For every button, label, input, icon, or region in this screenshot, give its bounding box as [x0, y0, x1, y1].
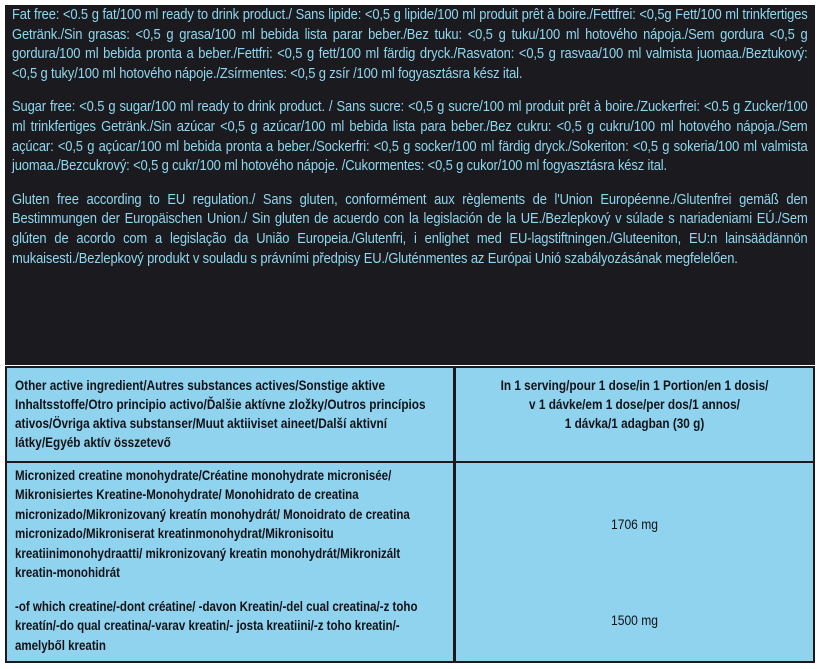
fat-free-paragraph: Fat free: <0.5 g fat/100 ml ready to drink product./ Sans lipide: <0,5 g lipide/100 ml produit prêt à boire./Fettfrei: <0,5g Fett/100 ml trinkfertiges Getränk./Sin grasas: <0,5 g grasa/100 ml bebida lista parar beber./Bez tuku: <0,5 g tuku/100 ml hotového nápoja./Sem gordura <0,5 g gordura/100 ml bebida pronta a beber./Fettfri: <0,5 g fett/100 ml färdig dryck./Rasvaton: <0,5 g rasvaa/100 ml valmista juomaa./Beztukový: <0,5 g tuky/100 ml hotového nápoje./Zsírmentes: <0,5 g zsír /100 ml fogyasztásra kész ital.: [12, 7, 808, 82]
header-ingredient-label: Other active ingredient/Autres substances actives/Sonstige aktive Inhaltsstoffe/Otro principio activo/Ďalšie aktívne zložky/Outros princípios ativos/Övriga aktiva substanser/Muut aktiiviset aineet/Další aktivní látky/Egyéb aktív összetevő: [15, 378, 426, 450]
header-ingredient-cell: [7, 368, 453, 461]
serving-line-1: In 1 serving/pour 1 dose/in 1 Portion/en 1 dosis/: [500, 378, 769, 393]
creatine-content-label: -of which creatine/-dont créatine/ -davon Kreatin/-del cual creatina/-z toho kreatín/-do qual creatina/-varav kreatin/- josta kreatiini/-z toho kreatin/-amelyből kreatin: [15, 599, 418, 653]
serving-line-3: 1 dávka/1 adagban (30 g): [564, 416, 705, 431]
ingredient-cell: [7, 463, 453, 661]
serving-line-2: v 1 dávke/em 1 dose/per dos/1 annos/: [529, 397, 740, 412]
gluten-free-paragraph: Gluten free according to EU regulation./ Sans gluten, conformément aux règlements de l'Union Européenne./Glutenfrei gemäß den Bestimmungen der Europäischen Union./ Sin gluten de acuerdo con la legislación de la UE./Bezlepkový v súlade s nariadeniami EÚ./Sem glúten de acordo com a legislação da União Europeia./Glutenfri, i enlighet med EU-lagstiftningen./Gluteeniton, EU:n lainsäädännön mukaisesti./Bezlepkový produkt v souladu s právními předpisy EU./Gluténmentes az Európai Unió szabályozásának megfelelően.: [12, 191, 808, 267]
table-header-row: [7, 368, 813, 461]
ingredients-table: [5, 366, 815, 663]
creatine-monohydrate-label: Micronized creatine monohydrate/Créatine monohydrate micronisée/ Mikronisiertes Kreatine-Monohydrate/ Monohidrato de creatina micronizado/Mikronizovaný kreatín monohydrát/ Monoidrato de creatina micronizado/Mikroniserat kreatinmonohydrat/Mikronisoitu kreatiinimonohydraatti/ mikronizovaný kreatin monohydrát/Mikronizált kreatin-monohidrát: [15, 468, 410, 581]
amount-cell: [456, 463, 813, 661]
creatine-amount: 1500 mg: [611, 613, 658, 628]
nutrition-claims-panel: [5, 5, 815, 365]
header-serving-cell: [456, 368, 813, 461]
sugar-free-paragraph: Sugar free: <0.5 g sugar/100 ml ready to drink product. / Sans sucre: <0,5 g sucre/100 ml produit prêt à boire./Zuckerfrei: <0.5 g Zucker/100 ml trinkfertiges Getränk./Sin azúcar <0,5 g azúcar/100 ml bebida lista para beber./Bez cukru: <0,5 g cukru/100 ml hotového nápoja./Sem açúcar: <0,5 g açúcar/100 ml bebida pronta a beber./Sockerfri: <0,5 g socker/100 ml färdig dryck./Sokeriton: <0,5 g sokeria/100 ml valmista juomaa./Bezcukrový: <0,5 g cukr/100 ml hotového nápoje. /Cukormentes: <0,5 g cukor/100 ml fogyasztásra kész ital.: [12, 99, 808, 175]
table-body-row: [7, 463, 813, 661]
creatine-monohydrate-amount: 1706 mg: [611, 517, 658, 532]
header-serving-label: [456, 376, 813, 433]
